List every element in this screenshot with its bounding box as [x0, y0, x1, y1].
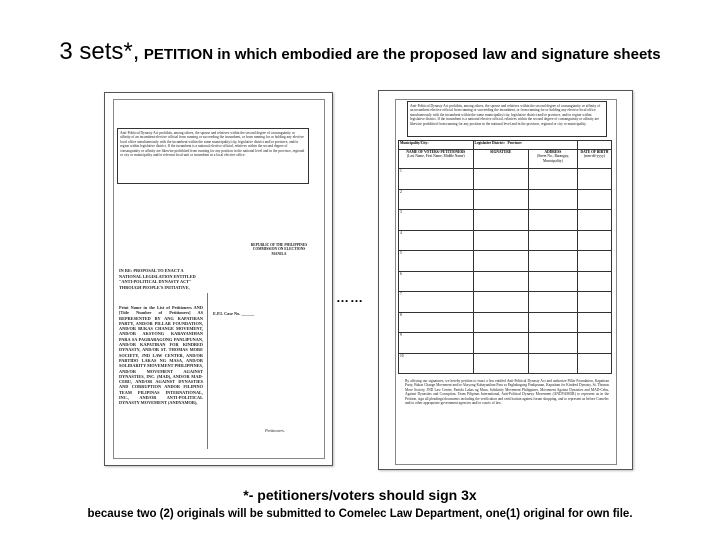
row-cell	[473, 271, 528, 292]
row-number: 1	[399, 169, 474, 190]
row-number: 4	[399, 230, 474, 251]
row-cell	[528, 189, 577, 210]
row-cell	[528, 230, 577, 251]
row-cell	[473, 333, 528, 354]
col-name-title: NAME OF VOTERS/ PETITIONERS	[406, 150, 466, 154]
row-number: 10	[399, 353, 474, 374]
row-cell	[473, 189, 528, 210]
table-row	[399, 169, 612, 190]
comelec-line: COMMISSION ON ELECTIONS	[252, 247, 306, 252]
col-address-header	[528, 150, 577, 169]
table-row	[399, 353, 612, 374]
row-cell	[528, 333, 577, 354]
signature-table	[398, 140, 612, 374]
table-row	[399, 230, 612, 251]
row-cell	[473, 312, 528, 333]
table-row	[399, 271, 612, 292]
manila-line: MANILA	[271, 251, 287, 256]
title-description: PETITION in which embodied are the proposed law and signature sheets	[143, 46, 661, 63]
municipality-field: Municipality/City:	[399, 141, 474, 150]
location-spacer	[577, 141, 611, 150]
col-dob-sub: (mm-dd-yyyy)	[583, 154, 606, 159]
republic-line: REPUBLIC OF THE PHILIPPINES	[250, 243, 308, 247]
row-cell	[473, 292, 528, 313]
originals-note: because two (2) originals will be submitted to Comelec Law Department, one(1) original for own file.	[87, 508, 633, 520]
authorization-text: By affixing our signatures, we hereby petition to enact a law entitled Anti-Political Dynasty Act and authorize Pillar Foundation, Kapatiran Party, Bukas Change Movement and/or Aksyong Kabayanihan Para sa Pagbabagong Panlipunan, Kapatiran for Kindred Dynasty, St. Thomas More Society, JND Law Center, Partido Lakas ng Masa, Solidarity Movement Philippines, Movement Against Dynasties and MAD-Cebu, Against Dynasties and Corruption, Team Pilipinas International, Anti-Political Dynasty Movement (ANDYAMOR) to represent us in the Petition, sign all pleadings/documents including the verification and certification against forum shopping, and to represent us before Comelec and/or other appropriate government agencies and/or courts of law.	[405, 379, 609, 406]
row-cell	[473, 210, 528, 231]
col-dob-title: DATE OF BIRTH	[580, 150, 609, 154]
signature-sheet	[378, 90, 633, 470]
table-row	[399, 210, 612, 231]
signature-table-wrap	[398, 140, 612, 374]
row-cell	[577, 251, 611, 272]
row-cell	[577, 189, 611, 210]
slide-title	[0, 38, 720, 66]
district-label: Legislative District:	[474, 141, 505, 145]
row-cell	[528, 312, 577, 333]
row-number: 7	[399, 292, 474, 313]
table-row	[399, 312, 612, 333]
col-signature-title: SIGNATURE	[490, 150, 512, 154]
title-count: 3 sets*,	[59, 38, 140, 65]
notice-box: Anti-Political Dynasty Act prohibits, among others, the spouse and relatives within the second degree of consanguinity or affinity of an incumbent elective official from running or succeeding the incumbent, or from running for or holding any elective local office simultaneously with the incumbent within the same municipality/city, legislative district and/or province, and/or region within legislative district. If the incumbent is a national elective official, relatives within the second degree of consanguinity or affinity are likewise prohibited from running for any position in the national level and in the province, regional or city or municipality and/or relevant local unit or incumbent in a local elective office.	[117, 128, 309, 184]
row-cell	[528, 292, 577, 313]
row-cell	[473, 251, 528, 272]
row-cell	[473, 230, 528, 251]
table-row	[399, 251, 612, 272]
row-number: 8	[399, 312, 474, 333]
row-cell	[528, 251, 577, 272]
col-address-sub: (Street No., Barangay, Municipality)	[536, 154, 569, 163]
col-name-header	[399, 150, 474, 169]
district-field	[473, 141, 577, 150]
table-row	[399, 333, 612, 354]
petitioners-block: Print Name in the List of Petitioners AND [Title Number of Petitioners] AS REPRESENTED BY ANG KAPATIRAN PARTY, AND/OR PILLAR FOUNDATION, AND/OR BUKAS CHANGE MOVEMENT, AND/OR AKSYONG KABAYANIHAN PARA SA PAGBABAGONG PANLIPUNAN, AND/OR KAPATIRAN FOR KINDRED DYNASTY, AND/OR ST. THOMAS MORE SOCIETY, JND LAW CENTER, AND/OR PARTIDO LAKAS NG MASA, AND/OR SOLIDARITY MOVEMENT PHILIPPINES, AND/OR MOVEMENT AGAINST DYNASTIES, INC. (MAD), AND/OR MAD-CEBU, AND/OR AGAINST DYNASTIES AND CORRUPTION ANDOR FILIPINO TEAM PILIPINAS INTERNATIONAL, INC., AND/OR ANTI-POLITICAL DYNASTY MOVEMENT (ANDYAMOR),	[119, 305, 203, 406]
row-cell	[577, 210, 611, 231]
row-cell	[528, 353, 577, 374]
row-cell	[528, 271, 577, 292]
row-number: 3	[399, 210, 474, 231]
epi-case-number: E.P.I. Case No. ______	[213, 311, 255, 316]
row-cell	[473, 169, 528, 190]
header-row	[399, 150, 612, 169]
col-signature-header	[473, 150, 528, 169]
ellipsis-separator: ……	[336, 290, 364, 305]
province-label: Province:	[507, 141, 523, 145]
table-row	[399, 189, 612, 210]
row-cell	[577, 353, 611, 374]
petition-page	[104, 92, 333, 466]
row-number: 5	[399, 251, 474, 272]
vertical-divider	[207, 293, 208, 449]
row-number: 6	[399, 271, 474, 292]
row-cell	[577, 169, 611, 190]
row-cell	[473, 353, 528, 374]
location-row	[399, 141, 612, 150]
row-cell	[577, 292, 611, 313]
row-number: 9	[399, 333, 474, 354]
table-row	[399, 292, 612, 313]
col-dob-header	[577, 150, 611, 169]
col-name-sub: (Last Name, First Name, Middle Name)	[406, 154, 465, 159]
in-re-block: IN RE: PROPOSAL TO ENACT A NATIONAL LEGISLATION ENTITLED "ANTI-POLITICAL DYNASTY ACT" THROUGH PEOPLE'S INITIATIVE,	[119, 268, 196, 290]
row-cell	[577, 230, 611, 251]
row-cell	[577, 333, 611, 354]
row-cell	[528, 169, 577, 190]
row-cell	[528, 210, 577, 231]
row-cell	[577, 312, 611, 333]
col-address-title: ADDRESS	[544, 150, 562, 154]
sheet-notice-box: Anti-Political Dynasty Act prohibits, among others, the spouse and relatives within the second degree of consanguinity or affinity of an incumbent elective official from running or succeeding the incumbent, or from running for or holding any elective local office simultaneously with the incumbent within the same municipality/city, legislative district and/or province, and/or region within legislative district. If the incumbent is a national elective official, relatives within the second degree of consanguinity or affinity are likewise prohibited from running for any position in the national level and in the province, regional or city or municipality.	[407, 101, 607, 137]
row-number: 2	[399, 189, 474, 210]
row-cell	[577, 271, 611, 292]
republic-heading	[235, 243, 323, 256]
signature-rows	[399, 169, 612, 374]
sign-note: *- petitioners/voters should sign 3x	[243, 487, 477, 503]
petitioners-label: Petitioners.	[265, 428, 285, 433]
